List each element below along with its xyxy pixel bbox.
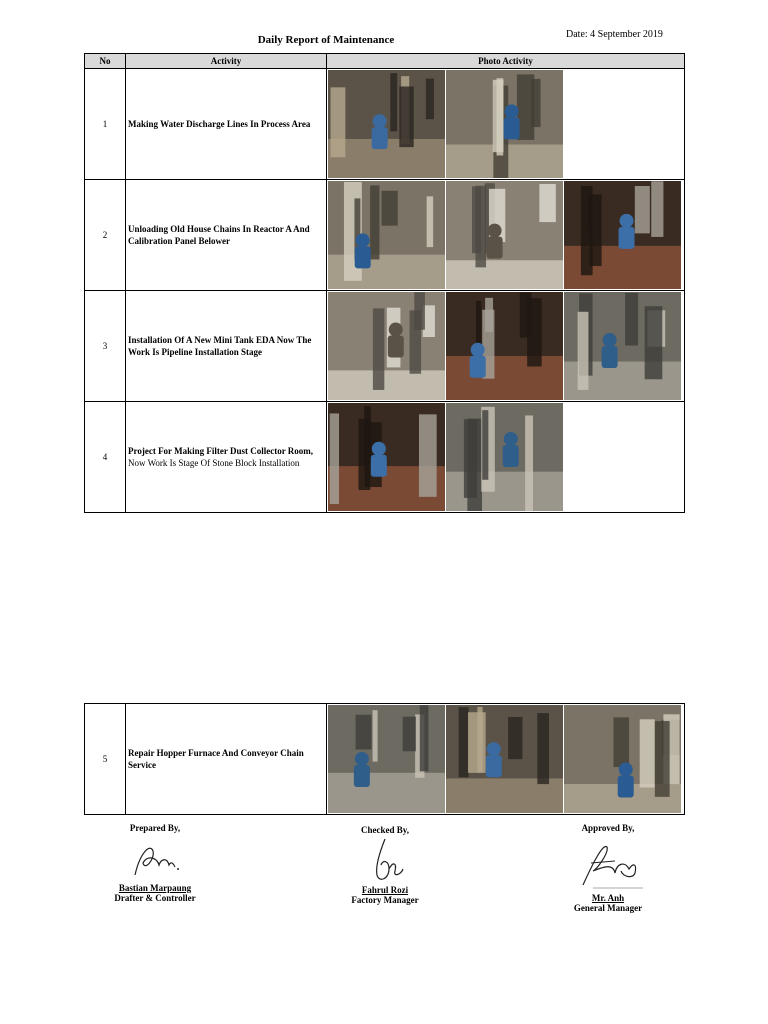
photo-cell [327, 291, 685, 402]
col-activity-header: Activity [126, 54, 327, 69]
activity-photo [446, 705, 563, 813]
checked-by-name: Fahrul Rozi [361, 885, 409, 895]
activity-photo [328, 70, 445, 178]
report-date: Date: 4 September 2019 [566, 29, 663, 40]
approved-by-label: Approved By, [581, 823, 635, 833]
row-number: 2 [85, 180, 126, 291]
prepared-by-name: Bastian Marpaung [118, 883, 192, 893]
table-row [85, 402, 685, 513]
checked-signature-block [325, 825, 445, 905]
prepared-by-label: Prepared By, [129, 823, 181, 833]
handwritten-signature-icon [563, 833, 653, 893]
approved-by-position: General Manager [573, 903, 643, 913]
activity-photo [328, 403, 445, 511]
row-number: 5 [85, 704, 126, 815]
activity-cell: Making Water Discharge Lines In Process Area [126, 69, 327, 180]
activity-photo [446, 292, 563, 400]
maintenance-table-continued [84, 703, 685, 815]
activity-photo [446, 403, 563, 511]
activity-cell: Unloading Old House Chains In Reactor A And Calibration Panel Belower [126, 180, 327, 291]
photo-cell [327, 180, 685, 291]
activity-photo [328, 181, 445, 289]
col-photo-header: Photo Activity [327, 54, 685, 69]
photo-cell [327, 69, 685, 180]
approved-signature-block [548, 823, 668, 913]
row-number: 1 [85, 69, 126, 180]
prepared-by-position: Drafter & Controller [114, 893, 196, 903]
activity-photo [328, 705, 445, 813]
report-title: Daily Report of Maintenance [257, 34, 395, 46]
table-header-row [85, 54, 685, 69]
row-number: 3 [85, 291, 126, 402]
photo-cell [327, 402, 685, 513]
checked-by-label: Checked By, [360, 825, 409, 835]
maintenance-table [84, 53, 685, 513]
approved-by-name: Mr. Anh [591, 893, 625, 903]
table-row [85, 291, 685, 402]
activity-photo [564, 705, 681, 813]
activity-cell: Repair Hopper Furnace And Conveyor Chain Service [126, 704, 327, 815]
table-row [85, 69, 685, 180]
row-number: 4 [85, 402, 126, 513]
activity-photo [446, 70, 563, 178]
activity-photo [564, 181, 681, 289]
activity-photo [446, 181, 563, 289]
photo-cell [327, 704, 685, 815]
table-row [85, 704, 685, 815]
activity-photo [328, 292, 445, 400]
activity-photo [564, 292, 681, 400]
table-row [85, 180, 685, 291]
handwritten-signature-icon [115, 833, 195, 883]
col-no-header: No [85, 54, 126, 69]
activity-cell: Project For Making Filter Dust Collector Room, Now Work Is Stage Of Stone Block Installation [126, 402, 327, 513]
prepared-signature-block [95, 823, 215, 903]
handwritten-signature-icon [345, 835, 425, 885]
checked-by-position: Factory Manager [351, 895, 419, 905]
activity-cell: Installation Of A New Mini Tank EDA Now The Work Is Pipeline Installation Stage [126, 291, 327, 402]
